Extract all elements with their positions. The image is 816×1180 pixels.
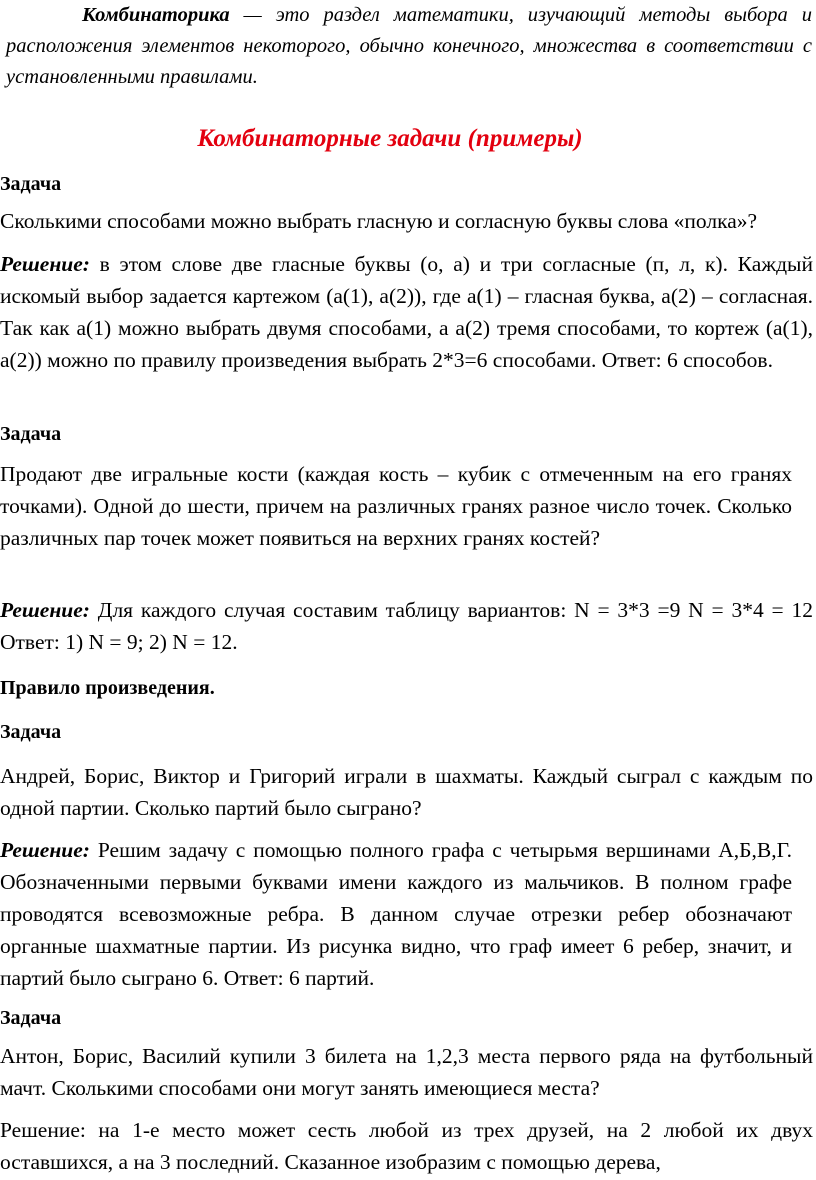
section-title: Комбинаторные задачи (примеры) bbox=[197, 125, 583, 152]
task3-solution-text: Решим задачу с помощью полного графа с четырьмя вершинами А,Б,В,Г. Обозначенными первыми буквами имени каждого из мальчиков. В полном графе проводятся всевозможные ребра. В данном случае отрезки ребер обозначают органные шахматные партии. Из рисунка видно, что граф имеет 6 ребер, значит, и партий было сыграно 6. Ответ: 6 партий. bbox=[0, 838, 792, 990]
task2-heading: Задача bbox=[0, 423, 62, 445]
task1-solution-lead: Решение: bbox=[0, 252, 90, 276]
task2-solution-text: Для каждого случая составим таблицу вариантов: N = 3*3 =9 N = 3*4 = 12 Ответ: 1) N = 9; 2) N = 12. bbox=[0, 598, 813, 654]
task2-solution bbox=[0, 594, 813, 658]
task4-heading: Задача bbox=[0, 1007, 62, 1029]
task4-solution: Решение: на 1-е место может сесть любой из трех друзей, на 2 любой их двух оставшихся, а на 3 последний. Сказанное изобразим с помощью дерева, bbox=[0, 1118, 813, 1174]
task1-heading: Задача bbox=[0, 173, 62, 195]
task3-question: Андрей, Борис, Виктор и Григорий играли в шахматы. Каждый сыграл с каждым по одной партии. Сколько партий было сыграно? bbox=[0, 764, 813, 820]
intro-term: Комбинаторика bbox=[82, 4, 230, 26]
task3-heading: Задача bbox=[0, 721, 62, 743]
rule-heading: Правило произведения. bbox=[0, 677, 215, 699]
task1-solution bbox=[0, 248, 813, 376]
intro-text: — это раздел математики, изучающий методы выбора и расположения элементов некоторого, обычно конечного, множества в соответствии с установленными правилами. bbox=[6, 4, 812, 88]
task4-question: Антон, Борис, Василий купили 3 билета на 1,2,3 места первого ряда на футбольный мачт. Сколькими способами они могут занять имеющиеся места? bbox=[0, 1044, 813, 1100]
task1-question: Сколькими способами можно выбрать гласную и согласную буквы слова «полка»? bbox=[0, 209, 758, 233]
task3-solution-lead: Решение: bbox=[0, 838, 90, 862]
task2-question: Продают две игральные кости (каждая кость – кубик с отмеченным на его гранях точками). Одной до шести, причем на различных гранях разное число точек. Сколько различных пар точек может появиться на верхних гранях костей? bbox=[0, 462, 792, 550]
intro-paragraph bbox=[6, 0, 812, 93]
task1-solution-text: в этом слове две гласные буквы (о, а) и три согласные (п, л, к). Каждый искомый выбор задается картежом (а(1), а(2)), где а(1) – гласная буква, а(2) – согласная. Так как а(1) можно выбрать двумя способами, а а(2) тремя способами, то кортеж (а(1), а(2)) можно по правилу произведения выбрать 2*3=6 способами. Ответ: 6 способов. bbox=[0, 252, 813, 372]
task2-solution-lead: Решение: bbox=[0, 598, 90, 622]
task3-solution bbox=[0, 834, 792, 994]
